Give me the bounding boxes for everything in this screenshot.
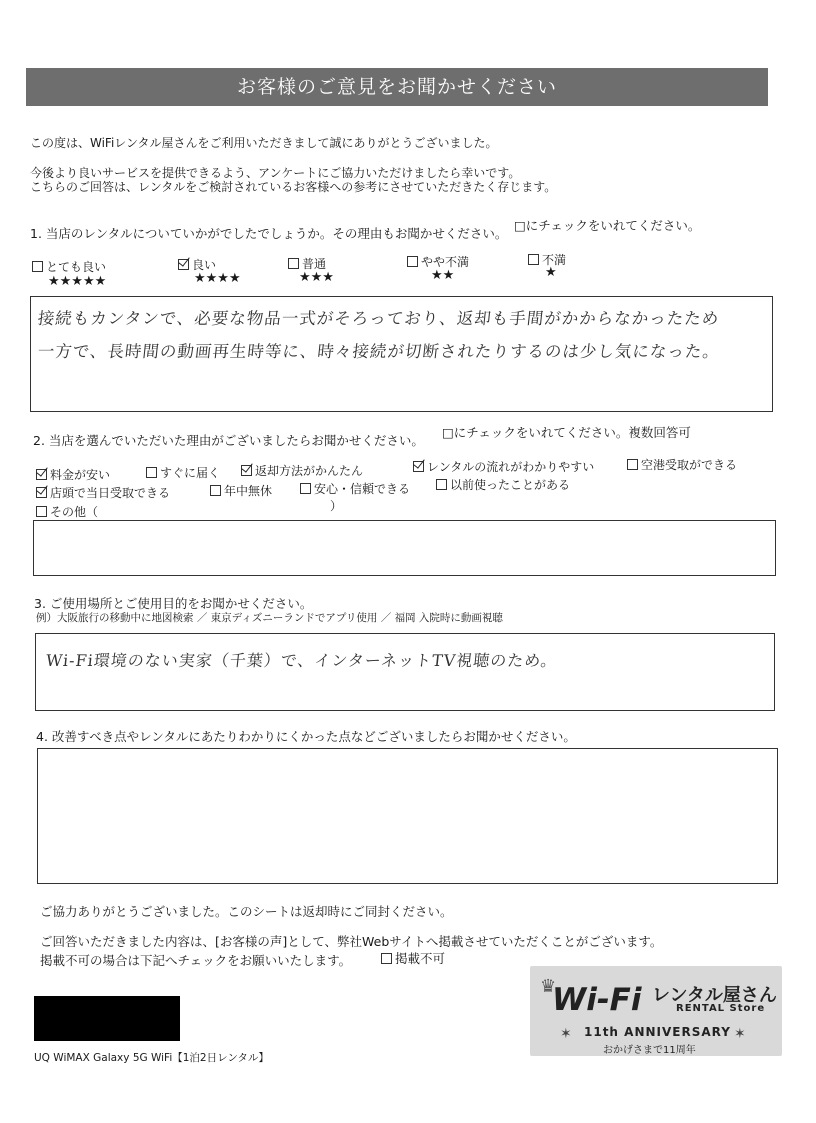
stars-5: ★★★★★ bbox=[48, 274, 107, 289]
option-label: 安心・信頼できる bbox=[314, 482, 411, 496]
q4-question: 4. 改善すべき点やレンタルにあたりわかりにくかった点などございましたらお聞かせください。 bbox=[36, 729, 576, 744]
crown-icon: ♛ bbox=[540, 976, 557, 997]
sparkle-icon: ✶ bbox=[560, 1026, 572, 1042]
q2-question: 2. 当店を選んでいただいた理由がございましたらお聞かせください。 bbox=[33, 433, 424, 448]
option-label: 不満 bbox=[542, 253, 567, 267]
q2-option-open-all-year[interactable] bbox=[210, 482, 272, 499]
checkbox[interactable] bbox=[32, 261, 43, 272]
closing-publish-notice: ご回答いただきました内容は、[お客様の声]として、弊社Webサイトへ掲載させていただくことがございます。 bbox=[40, 934, 663, 949]
q2-option-fast-delivery[interactable] bbox=[146, 464, 220, 481]
q1-answer-line-2: 一方で、長時間の動画再生時等に、時々接続が切断されたりするのは少し気になった。 bbox=[36, 342, 722, 361]
option-label: 掲載不可 bbox=[395, 951, 446, 966]
option-label: 年中無休 bbox=[224, 484, 273, 498]
checkbox-checked[interactable] bbox=[36, 469, 47, 480]
q1-answer-line-1: 接続もカンタンで、必要な物品一式がそろっており、返却も手間がかからなかったため bbox=[36, 309, 721, 328]
checkbox-checked[interactable] bbox=[241, 465, 252, 476]
q2-option-other[interactable] bbox=[36, 503, 98, 520]
option-label: 良い bbox=[192, 258, 217, 272]
q2-other-input-box[interactable] bbox=[33, 520, 776, 576]
checkbox-checked[interactable] bbox=[36, 487, 47, 498]
closing-publish-opt-out: 掲載不可の場合は下記へチェックをお願いいたします。 bbox=[40, 953, 352, 968]
checkbox[interactable] bbox=[36, 506, 47, 517]
checkbox[interactable] bbox=[407, 256, 418, 267]
checkbox[interactable] bbox=[146, 467, 157, 478]
checkbox[interactable] bbox=[288, 258, 299, 269]
checkbox[interactable] bbox=[436, 479, 447, 490]
checkbox[interactable] bbox=[528, 254, 539, 265]
q1-question: 1. 当店のレンタルについていかがでしたでしょうか。その理由もお聞かせください。 bbox=[30, 226, 508, 241]
q3-question: 3. ご使用場所とご使用目的をお聞かせください。 bbox=[34, 596, 313, 611]
q2-option-airport-pickup[interactable] bbox=[627, 456, 737, 473]
q2-instruction: □にチェックをいれてください。複数回答可 bbox=[442, 425, 691, 440]
q1-option-very-good[interactable] bbox=[32, 258, 106, 275]
intro-line-1: この度は、WiFiレンタル屋さんをご利用いただきまして誠にありがとうございました。 bbox=[30, 136, 498, 150]
q2-option-easy-return[interactable] bbox=[241, 462, 363, 479]
q2-option-easy-flow[interactable] bbox=[413, 458, 594, 475]
logo-brand: Wi-Fi bbox=[552, 982, 642, 1018]
logo-store-en: RENTAL Store bbox=[676, 1003, 766, 1014]
closing-thanks: ご協力ありがとうございました。このシートは返却時にご同封ください。 bbox=[40, 904, 453, 919]
footer-product: UQ WiMAX Galaxy 5G WiFi【1泊2日レンタル】 bbox=[34, 1052, 269, 1064]
option-label: 料金が安い bbox=[50, 468, 111, 482]
option-label: とても良い bbox=[46, 260, 107, 274]
option-label: やや不満 bbox=[421, 255, 470, 269]
option-label: 空港受取ができる bbox=[641, 458, 738, 472]
q2-option-used-before[interactable] bbox=[436, 476, 570, 493]
option-label: 以前使ったことがある bbox=[450, 478, 571, 492]
q3-answer-box[interactable] bbox=[35, 633, 775, 711]
option-label: その他（ bbox=[50, 505, 99, 519]
logo-store-jp: レンタル屋さん bbox=[652, 985, 777, 1006]
checkbox-checked[interactable] bbox=[413, 461, 424, 472]
logo-anniversary: 11th ANNIVERSARY bbox=[584, 1025, 731, 1039]
checkbox[interactable] bbox=[627, 459, 638, 470]
stars-3: ★★★ bbox=[299, 270, 334, 285]
no-publish-option[interactable] bbox=[381, 949, 445, 967]
sparkle-icon: ✶ bbox=[734, 1026, 746, 1042]
q2-option-trustworthy[interactable] bbox=[300, 480, 410, 497]
q3-answer: Wi-Fi環境のない実家（千葉）で、インターネットTV視聴のため。 bbox=[44, 651, 559, 670]
option-label: 店頭で当日受取できる bbox=[50, 486, 171, 500]
q1-instruction: □にチェックをいれてください。 bbox=[514, 218, 701, 233]
option-label: すぐに届く bbox=[160, 466, 221, 480]
checkbox[interactable] bbox=[381, 953, 392, 964]
logo-subtitle: おかげさまで11周年 bbox=[603, 1045, 696, 1056]
q2-other-close-paren: ） bbox=[330, 499, 343, 513]
page-title: お客様のご意見をお聞かせください bbox=[26, 68, 768, 106]
q2-option-store-pickup[interactable] bbox=[36, 484, 170, 501]
checkbox-checked[interactable] bbox=[178, 259, 189, 270]
q4-answer-box[interactable] bbox=[37, 748, 778, 884]
intro-line-2: 今後より良いサービスを提供できるよう、アンケートにご協力いただけましたら幸いです。 bbox=[30, 166, 521, 180]
option-label: 普通 bbox=[302, 257, 327, 271]
stars-4: ★★★★ bbox=[194, 271, 241, 286]
q2-option-cheap[interactable] bbox=[36, 466, 110, 483]
stars-1: ★ bbox=[545, 265, 557, 280]
q3-example: 例）大阪旅行の移動中に地図検索 ／ 東京ディズニーランドでアプリ使用 ／ 福岡 入院時に動画視聴 bbox=[36, 612, 503, 624]
checkbox[interactable] bbox=[210, 485, 221, 496]
stars-2: ★★ bbox=[431, 268, 455, 283]
checkbox[interactable] bbox=[300, 483, 311, 494]
intro-line-3: こちらのご回答は、レンタルをご検討されているお客様への参考にさせていただきたく存じます。 bbox=[30, 180, 557, 194]
option-label: レンタルの流れがわかりやすい bbox=[427, 460, 595, 474]
redacted-block bbox=[34, 996, 180, 1041]
option-label: 返却方法がかんたん bbox=[255, 464, 364, 478]
